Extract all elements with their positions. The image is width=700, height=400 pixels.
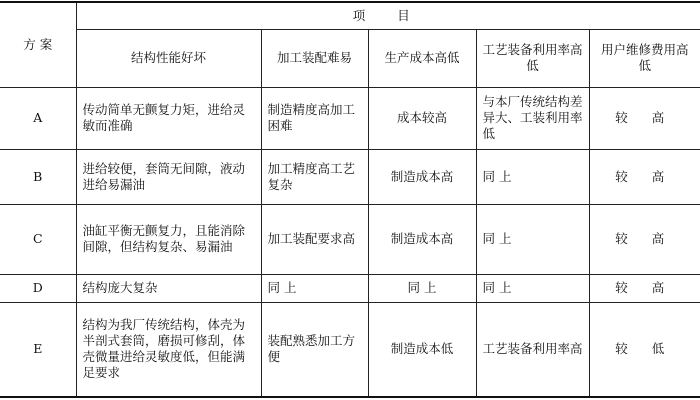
header-project: 项 目 [76,2,700,29]
cell-tooling-utilization: 工艺装备利用率高 [476,302,589,397]
header-structure-performance: 结构性能好坏 [76,29,261,87]
table-row [0,204,700,274]
cell-user-maintenance-cost: 较 高 [589,274,700,302]
cell-user-maintenance-cost: 较 高 [589,87,700,149]
cell-production-cost: 制造成本高 [368,204,476,274]
header-row-columns [0,29,700,87]
scheme-label: A [0,87,76,149]
cell-machining-assembly: 加工精度高工艺复杂 [261,149,368,204]
scheme-label: C [0,204,76,274]
table-row [0,302,700,397]
cell-structure-performance: 油缸平衡无颤复力，且能消除间隙，但结构复杂、易漏油 [76,204,261,274]
table-row [0,87,700,149]
scheme-label: D [0,274,76,302]
scheme-label: E [0,302,76,397]
table-row [0,149,700,204]
header-scheme: 方 案 [0,2,76,87]
scheme-label: B [0,149,76,204]
scheme-comparison-table [0,1,700,398]
cell-tooling-utilization: 同 上 [476,274,589,302]
cell-production-cost: 同 上 [368,274,476,302]
header-production-cost: 生产成本高低 [368,29,476,87]
header-machining-assembly: 加工装配难易 [261,29,368,87]
cell-production-cost: 制造成本高 [368,149,476,204]
cell-machining-assembly: 同 上 [261,274,368,302]
cell-structure-performance: 结构庞大复杂 [76,274,261,302]
cell-structure-performance: 进给较便，套筒无间隙，液动进给易漏油 [76,149,261,204]
cell-production-cost: 制造成本低 [368,302,476,397]
table-row [0,274,700,302]
cell-machining-assembly: 制造精度高加工困难 [261,87,368,149]
cell-user-maintenance-cost: 较 低 [589,302,700,397]
cell-production-cost: 成本较高 [368,87,476,149]
cell-machining-assembly: 装配熟悉加工方便 [261,302,368,397]
cell-structure-performance: 结构为我厂传统结构，体壳为半剖式套筒，磨损可修刮，体壳微量进给灵敏度低，但能满足要求 [76,302,261,397]
header-row-top [0,2,700,29]
cell-user-maintenance-cost: 较 高 [589,204,700,274]
header-user-maintenance-cost: 用户维修费用高低 [589,29,700,87]
header-tooling-utilization: 工艺装备利用率高低 [476,29,589,87]
cell-tooling-utilization: 同 上 [476,204,589,274]
cell-machining-assembly: 加工装配要求高 [261,204,368,274]
cell-user-maintenance-cost: 较 高 [589,149,700,204]
cell-structure-performance: 传动简单无颤复力矩，进给灵敏而准确 [76,87,261,149]
cell-tooling-utilization: 同 上 [476,149,589,204]
cell-tooling-utilization: 与本厂传统结构差异大、工装利用率低 [476,87,589,149]
